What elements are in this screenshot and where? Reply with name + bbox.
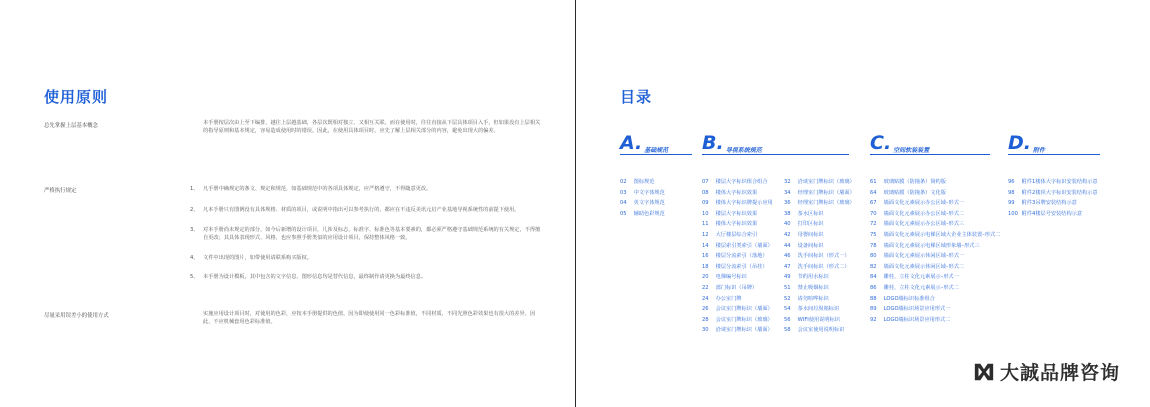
toc-entry[interactable]: 05 辅助色彩规范 — [620, 210, 665, 217]
toc-section-header — [870, 132, 929, 152]
section-letter: D. — [1008, 132, 1031, 154]
toc-entry[interactable]: 16 楼层分流索引（落地） — [702, 253, 768, 260]
item-text: 对本手册尚未规定的部分，如今后新增的设计项目，几涉及标志、标准字、标准色等基本要素的，都必须严格遵守基础规范系统的有关规定，不得擅自更改；其具体表现形式、风格，也应参照手册类似的应用设计项目，保持整体风格一致。 — [203, 227, 541, 241]
toc-entry[interactable]: 89 LOGO墙标识场景应用形式一 — [870, 306, 951, 313]
section-letter: A. — [620, 132, 643, 154]
toc-entry[interactable]: 58 会议室使用说明标识 — [784, 327, 845, 334]
toc-entry[interactable]: 98 附件2楼顶大字标识安装结构示意 — [1008, 189, 1098, 196]
toc-entry[interactable]: 40 打印区标识 — [784, 221, 824, 228]
section-rule — [870, 154, 990, 155]
toc-entry[interactable]: 12 大厅楼层综合索引 — [702, 231, 758, 238]
toc-entry[interactable]: 04 英文字体规范 — [620, 200, 665, 207]
section-rule — [620, 154, 692, 155]
toc-entry[interactable]: 100 附件4楼层号安装结构示意 — [1008, 210, 1083, 217]
toc-entry[interactable]: 86 雕桂、立柱文化元素展示–形式二 — [870, 284, 959, 291]
toc-entry[interactable]: 10 楼层大字标识效果 — [702, 210, 758, 217]
toc-entry[interactable]: 92 LOGO墙标识场景应用形式二 — [870, 316, 951, 323]
toc-section-d — [1008, 132, 1098, 217]
toc-entry[interactable]: 18 楼层分流索引（吊挂） — [702, 263, 768, 270]
toc-entry[interactable]: 08 楼体大字标识效果 — [702, 189, 758, 196]
toc-entry[interactable]: 80 墙面文化元素展示休闲区域–形式一 — [870, 253, 965, 260]
toc-entry[interactable]: 88 LOGO墙标识标准组合 — [870, 295, 935, 302]
item-number: 5、 — [190, 274, 199, 280]
toc-entry[interactable]: 61 玻璃贴膜（防撞条）简约版 — [870, 179, 946, 185]
toc-entry[interactable]: 99 附件3吊牌安装结构示意 — [1008, 200, 1077, 207]
toc-entry[interactable]: 52 请勿喧哗标识 — [784, 295, 829, 302]
principle-text: 实施应用设计项目时，对使用的色彩，应按本手册提供的色值，因为即使使用同一色彩标准值，不同材质，不同光照色彩效果也有很大的差异。因此，不应机械套用色彩标准值。 — [203, 311, 536, 325]
toc-entry[interactable]: 44 设备间标识 — [784, 242, 824, 249]
toc-list — [620, 177, 665, 219]
toc-entry[interactable]: 32 洽谈室门牌标识（玻璃） — [784, 179, 855, 185]
section-rule — [1008, 154, 1100, 155]
toc-entry[interactable]: 49 节约用水标识 — [784, 274, 829, 281]
page-title: 使用原则 — [44, 88, 109, 106]
toc-entry[interactable]: 64 玻璃贴膜（防撞条）文化版 — [870, 189, 946, 196]
toc-entry[interactable]: 24 办公室门牌 — [702, 295, 742, 302]
toc-entry[interactable]: 11 楼体大字标识效果 — [702, 221, 758, 228]
principle-label: 尽量采用误差小的使用方式 — [44, 313, 109, 319]
toc-title: 目录 — [620, 88, 653, 106]
toc-entry[interactable]: 14 楼层索引类索引（墙面） — [702, 242, 773, 249]
toc-entry[interactable]: 78 墙面文化元素展示电梯区域形象墙–形式三 — [870, 242, 980, 249]
brand-name: 大誠品牌咨询 — [999, 362, 1120, 384]
toc-list — [1008, 177, 1098, 219]
toc-entry[interactable]: 72 墙面文化元素展示办公区域–形式三 — [870, 221, 965, 228]
toc-list — [870, 177, 1000, 325]
right-page — [576, 0, 1150, 407]
section-label: 空间软装装置 — [893, 147, 930, 154]
item-number: 2、 — [190, 207, 199, 213]
toc-entry[interactable]: 03 中文字体规范 — [620, 189, 665, 196]
section-letter: B. — [702, 132, 724, 154]
section-label: 导视系统规范 — [725, 147, 762, 154]
toc-entry[interactable]: 51 禁止吸烟标识 — [784, 284, 829, 291]
toc-entry[interactable]: 42 母婴间标识 — [784, 231, 824, 238]
toc-entry[interactable]: 34 经理室门牌标识（墙面） — [784, 189, 855, 196]
toc-entry[interactable]: 20 电梯编号标识 — [702, 274, 747, 281]
toc-entry[interactable]: 75 墙面文化元素展示电梯区域大企业主体装置–形式二 — [870, 231, 1001, 238]
principle-label: 严格执行规定 — [44, 188, 77, 194]
toc-section-header — [620, 132, 668, 152]
section-label: 附件 — [1033, 147, 1046, 154]
toc-list — [702, 177, 773, 336]
item-number: 4、 — [190, 255, 199, 261]
toc-entry[interactable]: 36 经理室门牌标识（玻璃） — [784, 200, 855, 207]
section-letter: C. — [870, 132, 892, 154]
toc-entry[interactable]: 54 茶水间垃圾箱标识 — [784, 306, 840, 313]
section-label: 基础规范 — [644, 147, 669, 154]
toc-entry[interactable]: 30 洽谈室门牌标识（墙面） — [702, 327, 773, 334]
toc-entry[interactable]: 38 茶水区标识 — [784, 210, 824, 217]
brand-mark-icon — [973, 361, 995, 383]
toc-section-b — [702, 132, 855, 334]
toc-entry[interactable]: 02 图标规范 — [620, 179, 655, 185]
toc-entry[interactable]: 82 墙面文化元素展示休闲区域–形式二 — [870, 263, 965, 270]
toc-entry[interactable]: 47 洗手间标识（形式二） — [784, 263, 850, 270]
toc-entry[interactable]: 22 部门标识（吊牌） — [702, 284, 758, 291]
toc-entry[interactable]: 70 墙面文化元素展示办公区域–形式二 — [870, 210, 965, 217]
toc-list — [784, 177, 855, 336]
item-number: 3、 — [190, 227, 199, 233]
toc-entry[interactable]: 09 楼体大字标识牌提示应用 — [702, 200, 773, 207]
item-text: 文件中出现的图片，如带使用请联系购买版权。 — [203, 255, 312, 261]
toc-section-header — [702, 132, 762, 152]
toc-section-c — [870, 132, 1001, 323]
item-text: 本手册为设计模板，其中包含的文字信息、图形信息均是替代信息，最终制作请更换为最终信息。 — [203, 274, 427, 280]
toc-entry[interactable]: 96 附件1楼体大字标识安装结构示意 — [1008, 179, 1098, 185]
toc-entry[interactable]: 67 墙面文化元素展示办公区域–形式一 — [870, 200, 965, 207]
item-text: 凡本手册只有图例没有具体规格、材质的项目，或说明中指出可以参考执行的，都应在不违反美讯元启产业基地导视系统性的前提下使用。 — [203, 207, 520, 213]
toc-entry[interactable]: 28 会议室门牌标识（玻璃） — [702, 316, 773, 323]
item-number: 1、 — [190, 186, 199, 192]
toc-entry[interactable]: 07 楼层大字标识组合组合 — [702, 179, 768, 185]
principle-text: 本手册按层次由上至下编排，越往上层越基础，各层次既相对独立、又相互关联。而在使用时，往往直接从下层具体项目入手，但如果没有上层相关的指导原则和基本规定，容易造成使用时的错误。因此，在使用具体项目时，应先了解上层相关部分的内容，避免出现大的偏差。 — [203, 120, 541, 134]
brand-logo — [973, 358, 1120, 385]
toc-entry[interactable]: 84 雕桂、立柱文化元素展示–形式一 — [870, 274, 959, 281]
principle-label: 总先掌握上层基本概念 — [44, 123, 98, 129]
toc-section-header — [1008, 132, 1045, 152]
toc-entry[interactable]: 26 会议室门牌标识（墙面） — [702, 306, 773, 313]
item-text: 凡手册中确规定的条文、规定和规范，如基础规范中的各项具体规定，应严格遵守，不得随意更改。 — [203, 186, 432, 192]
section-rule — [702, 154, 849, 155]
toc-section-a — [620, 132, 669, 217]
toc-entry[interactable]: 56 WIFI使用说明标识 — [784, 316, 840, 323]
toc-entry[interactable]: 46 洗手间标识（形式一） — [784, 253, 850, 260]
